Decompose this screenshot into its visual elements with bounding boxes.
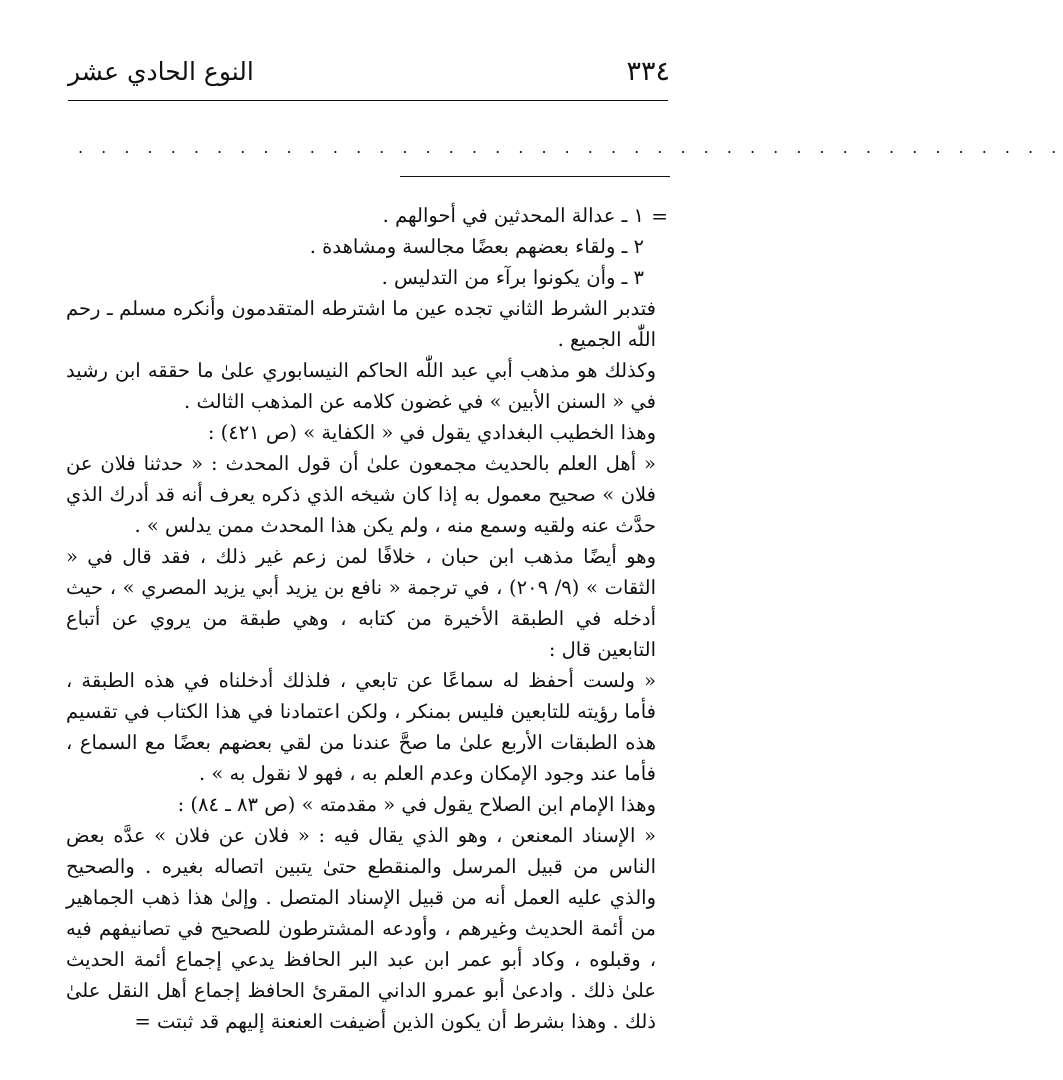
quote-paragraph: « الإسناد المعنعن ، وهو الذي يقال فيه : « فلان عن فلان » عدَّه بعض الناس من قبيل المرسل والمنقطع حتىٰ يتبين اتصاله بغيره . والصحيح والذي عليه العمل أنه من قبيل الإسناد المتصل . وإلىٰ هذا ذهب الجماهير من أئمة الحديث وغيرهم ، وأودعه المشترطون للصحيح في تصانيفهم فيه ، وقبلوه ، وكاد أبو عمر ابن عبد البر الحافظ يدعي إجماع أئمة الحديث علىٰ ذلك . وادعىٰ أبو عمرو الداني المقرئ الحافظ إجماع أهل النقل علىٰ ذلك . وهذا بشرط أن يكون الذين أضيفت العنعنة إليهم قد ثبتت = <box>66 824 656 1033</box>
header-rule <box>68 100 668 101</box>
footnote-rule <box>400 176 670 177</box>
paragraph: فتدبر الشرط الثاني تجده عين ما اشترطه المتقدمون وأنكره مسلم ـ رحم اللّٰه الجميع . <box>66 297 656 351</box>
list-item-1: ١ ـ عدالة المحدثين في أحوالهم . <box>382 204 644 227</box>
running-header <box>68 52 670 98</box>
paragraph: وهو أيضًا مذهب ابن حبان ، خلافًا لمن زعم غير ذلك ، فقد قال في « الثقات » (٩/ ٢٠٩) ، في ترجمة « نافع بن يزيد أبي يزيد المصري » ، حيث أدخله في الطبقة الأخيرة من كتابه ، وهي طبقة من يروي عن أتباع التابعين قال : <box>66 545 656 661</box>
paragraph: وكذلك هو مذهب أبي عبد اللّٰه الحاكم النيسابوري علىٰ ما حققه ابن رشيد في « السنن الأبين » في غضون كلامه عن المذهب الثالث . <box>66 359 656 413</box>
continuation-mark: = <box>651 204 668 228</box>
paragraph: وهذا الخطيب البغدادي يقول في « الكفاية » (ص ٤٢١) : <box>207 421 656 444</box>
quote-paragraph: « ولست أحفظ له سماعًا عن تابعي ، فلذلك أدخلناه في هذه الطبقة ، فأما رؤيته للتابعين فليس بمنكر ، ولكن اعتمادنا في هذا الكتاب في تقسيم هذه الطبقات الأربع علىٰ ما صحَّ عندنا من لقي بعضهم بعضًا مع السماع ، فأما عند وجود الإمكان وعدم العلم به ، فهو لا نقول به » . <box>66 669 656 785</box>
chapter-title: النوع الحادي عشر <box>68 57 254 86</box>
list-item-2: ٢ ـ ولقاء بعضهم بعضًا مجالسة ومشاهدة . <box>309 235 644 258</box>
dotted-separator: . . . . . . . . . . . . . . . . . . . . . . . . . . . . . . . . . . . . . . . . . . . <box>78 138 1063 157</box>
quote-paragraph: « أهل العلم بالحديث مجمعون علىٰ أن قول المحدث : « حدثنا فلان عن فلان » صحيح معمول به إذا كان شيخه الذي ذكره يعرف أنه قد أدرك الذي حدَّث عنه ولقيه وسمع منه ، ولم يكن هذا المحدث ممن يدلس » . <box>66 452 656 537</box>
footnote-text <box>66 200 656 1037</box>
list-item-3: ٣ ـ وأن يكونوا برآء من التدليس . <box>381 266 644 289</box>
paragraph: وهذا الإمام ابن الصلاح يقول في « مقدمته » (ص ٨٣ ـ ٨٤) : <box>177 793 656 816</box>
page-number: ٣٣٤ <box>626 56 670 87</box>
